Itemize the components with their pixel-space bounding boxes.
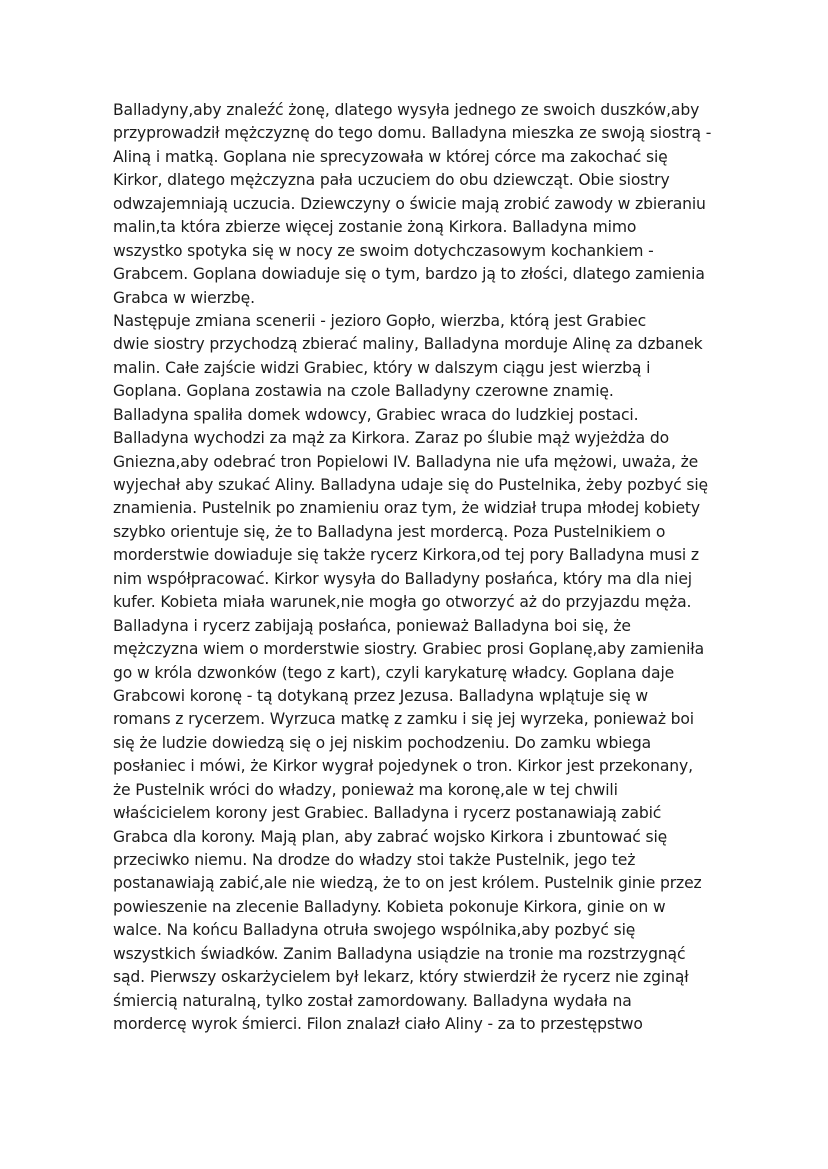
text-line: właścicielem korony jest Grabiec. Balladyna i rycerz postanawiają zabić xyxy=(113,804,662,823)
text-line: przeciwko niemu. Na drodze do władzy stoi także Pustelnik, jego też xyxy=(113,851,636,869)
body-text xyxy=(113,99,753,1037)
text-line: przyprowadził mężczyznę do tego domu. Balladyna mieszka ze swoją siostrą - xyxy=(113,124,712,143)
text-line: malin,ta która zbierze więcej zostanie żoną Kirkora. Balladyna mimo xyxy=(113,218,637,237)
text-line: Grabca dla korony. Mają plan, aby zabrać wojsko Kirkora i zbuntować się xyxy=(113,827,668,846)
text-line: że Pustelnik wróci do władzy, ponieważ ma koronę,ale w tej chwili xyxy=(113,780,618,799)
text-line: mordercę wyrok śmierci. Filon znalazł ciało Aliny - za to przestępstwo xyxy=(113,1015,643,1034)
text-line: nim współpracować. Kirkor wysyła do Balladyny posłańca, który ma dla niej xyxy=(113,569,692,588)
text-line: Goplana. Goplana zostawia na czole Balladyny czerowne znamię. xyxy=(113,382,614,401)
text-line: Balladyna i rycerz zabijają posłańca, ponieważ Balladyna boi się, że xyxy=(113,616,631,635)
text-line: romans z rycerzem. Wyrzuca matkę z zamku i się jej wyrzeka, ponieważ boi xyxy=(113,710,694,729)
text-line: Balladyna spaliła domek wdowcy, Grabiec wraca do ludzkiej postaci. xyxy=(113,405,639,424)
text-line: wszystkich świadków. Zanim Balladyna usiądzie na tronie ma rozstrzygnąć xyxy=(113,944,686,963)
text-line: powieszenie na zlecenie Balladyny. Kobieta pokonuje Kirkora, ginie on w xyxy=(113,897,666,916)
text-line: Aliną i matką. Goplana nie sprecyzowała w której córce ma zakochać się xyxy=(113,147,668,166)
text-line: morderstwie dowiaduje się także rycerz Kirkora,od tej pory Balladyna musi z xyxy=(113,546,699,565)
text-line: znamienia. Pustelnik po znamieniu oraz tym, że widział trupa młodej kobiety xyxy=(113,499,700,518)
text-line: Balladyna wychodzi za mąż za Kirkora. Zaraz po ślubie mąż wyjeżdża do xyxy=(113,429,670,448)
text-line: Grabcem. Goplana dowiaduje się o tym, bardzo ją to złości, dlatego zamienia xyxy=(113,265,705,284)
text-line: malin. Całe zajście widzi Grabiec, który w dalszym ciągu jest wierzbą i xyxy=(113,358,651,377)
text-line: go w króla dzwonków (tego z kart), czyli karykaturę władcy. Goplana daje xyxy=(113,663,675,682)
text-line: odwzajemniają uczucia. Dziewczyny o świcie mają zrobić zawody w zbieraniu xyxy=(113,194,706,213)
text-line: Grabca w wierzbę. xyxy=(113,288,255,307)
text-line: sąd. Pierwszy oskarżycielem był lekarz, który stwierdził że rycerz nie zginął xyxy=(113,968,689,987)
text-line: posłaniec i mówi, że Kirkor wygrał pojedynek o tron. Kirkor jest przekonany, xyxy=(113,757,693,776)
text-line: wyjechał aby szukać Aliny. Balladyna udaje się do Pustelnika, żeby pozbyć się xyxy=(113,476,708,494)
text-line: Gniezna,aby odebrać tron Popielowi IV. Balladyna nie ufa mężowi, uważa, że xyxy=(113,452,699,471)
text-line: Następuje zmiana scenerii - jezioro Gopło, wierzba, którą jest Grabiec xyxy=(113,311,647,330)
text-line: się że ludzie dowiedzą się o jej niskim pochodzeniu. Do zamku wbiega xyxy=(113,733,651,752)
text-line: wszystko spotyka się w nocy ze swoim dotychczasowym kochankiem - xyxy=(113,241,654,260)
text-line: walce. Na końcu Balladyna otruła swojego wspólnika,aby pozbyć się xyxy=(113,921,636,940)
text-line: dwie siostry przychodzą zbierać maliny, Balladyna morduje Alinę za dzbanek xyxy=(113,335,703,354)
text-line: kufer. Kobieta miała warunek,nie mogła go otworzyć aż do przyjazdu męża. xyxy=(113,593,692,612)
text-line: Grabcowi koronę - tą dotykaną przez Jezusa. Balladyna wplątuje się w xyxy=(113,686,648,705)
text-line: Balladyny,aby znaleźć żonę, dlatego wysyła jednego ze swoich duszków,aby xyxy=(113,101,700,119)
text-line: mężczyzna wiem o morderstwie siostry. Grabiec prosi Goplanę,aby zamieniła xyxy=(113,640,704,659)
text-line: postanawiają zabić,ale nie wiedzą, że to on jest królem. Pustelnik ginie przez xyxy=(113,874,702,893)
text-line: śmiercią naturalną, tylko został zamordowany. Balladyna wydała na xyxy=(113,991,632,1010)
text-line: Kirkor, dlatego mężczyzna pała uczuciem do obu dziewcząt. Obie siostry xyxy=(113,171,670,190)
text-line: szybko orientuje się, że to Balladyna jest mordercą. Poza Pustelnikiem o xyxy=(113,522,666,541)
